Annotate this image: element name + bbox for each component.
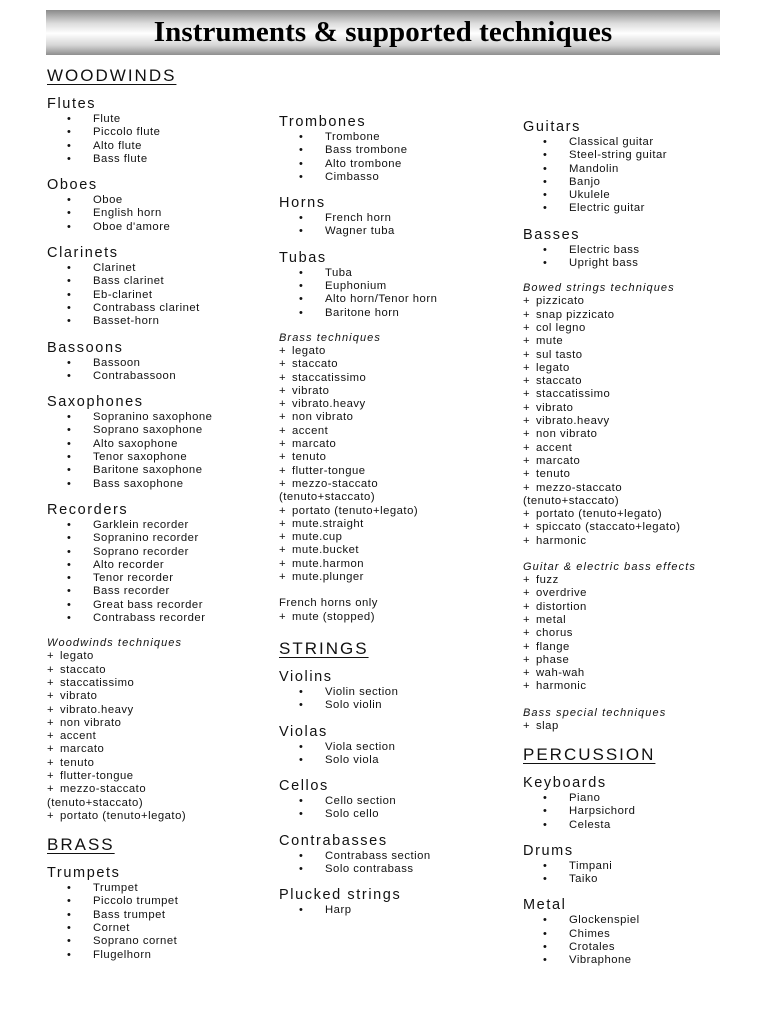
techniques-bass-special [523, 706, 753, 733]
instrument-item: • Timpani [543, 860, 753, 873]
instrument-item: • Piano [543, 792, 753, 805]
technique-item: + legato [523, 361, 570, 374]
instrument-item: • Upright bass [543, 257, 753, 270]
technique-item: + mezzo-staccato [279, 477, 379, 490]
instrument-item: • Piccolo trumpet [67, 895, 267, 908]
technique-item: + mezzo-staccato [47, 783, 147, 796]
technique-item: + staccatissimo [279, 371, 367, 384]
instrument-item: • Bass flute [67, 153, 267, 166]
instrument-item: • Wagner tuba [299, 225, 509, 238]
group-violas [279, 724, 509, 768]
instrument-item: • Baritone horn [299, 307, 509, 320]
group-metal [523, 897, 753, 967]
instrument-item: • Garklein recorder [67, 519, 267, 532]
instrument-item: • Contrabassoon [67, 370, 267, 383]
instrument-item: • Bass saxophone [67, 478, 267, 491]
instrument-item: • Solo violin [299, 699, 509, 712]
technique-item: + portato (tenuto+legato) [523, 508, 663, 521]
instrument-item: • Classical guitar [543, 136, 753, 149]
group-title: Horns [279, 195, 326, 212]
instrument-item: • Contrabass section [299, 850, 509, 863]
section-header-strings: STRINGS [279, 638, 369, 658]
section-header-woodwinds: WOODWINDS [47, 66, 177, 85]
technique-item: + tenuto [279, 451, 327, 464]
technique-item: + sul tasto [523, 348, 583, 361]
technique-item: + mute.bucket [279, 544, 360, 557]
column-1 [47, 66, 267, 973]
instrument-item: • Sopranino saxophone [67, 411, 267, 424]
title-banner [46, 10, 720, 55]
group-trombones [279, 114, 509, 184]
technique-item: + mute (stopped) [279, 610, 375, 623]
technique-item: (tenuto+staccato) [47, 796, 144, 809]
instrument-item: • Solo cello [299, 808, 509, 821]
group-title: Violas [279, 723, 328, 740]
technique-item: + vibrato.heavy [279, 398, 366, 411]
technique-item: + staccato [47, 663, 107, 676]
instrument-item: • Eb-clarinet [67, 289, 267, 302]
french-horns-only-label: French horns only [279, 597, 378, 610]
column-2 [279, 114, 509, 929]
group-basses [523, 227, 753, 271]
group-clarinets [47, 245, 267, 328]
technique-item: + col legno [523, 321, 586, 334]
technique-item: + vibrato.heavy [523, 415, 610, 428]
column-3 [523, 119, 753, 979]
technique-item: + staccatissimo [523, 388, 611, 401]
instrument-item: • Taiko [543, 873, 753, 886]
group-title: Basses [523, 226, 581, 243]
instrument-item: • Alto recorder [67, 559, 267, 572]
group-title: Cellos [279, 778, 329, 795]
technique-item: + accent [279, 424, 329, 437]
instrument-item: • Chimes [543, 928, 753, 941]
technique-item: + mute.plunger [279, 571, 364, 584]
technique-item: + fuzz [523, 574, 559, 587]
group-oboes [47, 177, 267, 234]
technique-item: + mute.harmon [279, 557, 365, 570]
group-title: Flutes [47, 96, 97, 112]
instrument-item: • Soprano cornet [67, 935, 267, 948]
technique-item: + mute.straight [279, 517, 364, 530]
instrument-item: • Euphonium [299, 280, 509, 293]
instrument-item: • Alto trombone [299, 158, 509, 171]
instrument-item: • Trumpet [67, 882, 267, 895]
group-title: Violins [279, 668, 333, 685]
technique-title: Bass special techniques [523, 706, 667, 719]
instrument-item: • Banjo [543, 176, 753, 189]
group-cellos [279, 778, 509, 822]
technique-item: + harmonic [523, 534, 587, 547]
technique-item: + flutter-tongue [47, 769, 134, 782]
instrument-item: • Electric guitar [543, 202, 753, 215]
technique-item: + marcato [523, 454, 581, 467]
technique-item: + non vibrato [47, 716, 122, 729]
group-title: Plucked strings [279, 887, 402, 904]
instrument-item: • Harpsichord [543, 805, 753, 818]
instrument-item: • Cornet [67, 922, 267, 935]
group-plucked-strings [279, 887, 509, 917]
group-title: Oboes [47, 177, 98, 194]
technique-item: + phase [523, 653, 570, 666]
instrument-item: • Ukulele [543, 189, 753, 202]
instrument-item: • Soprano recorder [67, 546, 267, 559]
technique-item: + non vibrato [279, 411, 354, 424]
group-guitars [523, 119, 753, 216]
group-drums [523, 843, 753, 887]
instrument-item: • Baritone saxophone [67, 464, 267, 477]
technique-item: + snap pizzicato [523, 308, 615, 321]
instrument-item: • Cello section [299, 795, 509, 808]
group-flutes [47, 96, 267, 166]
instrument-item: • Clarinet [67, 262, 267, 275]
technique-item: + spiccato (staccato+legato) [523, 521, 681, 534]
group-contrabasses [279, 833, 509, 877]
group-title: Guitars [523, 119, 581, 135]
technique-item: + staccato [523, 375, 583, 388]
group-title: Clarinets [47, 245, 119, 262]
instrument-item: • Crotales [543, 941, 753, 954]
instrument-item: • Solo contrabass [299, 863, 509, 876]
technique-item: + staccato [279, 358, 339, 371]
group-title: Trumpets [47, 865, 121, 882]
technique-item: + mezzo-staccato [523, 481, 623, 494]
technique-item: + vibrato [47, 690, 98, 703]
instrument-item: • Solo viola [299, 754, 509, 767]
instrument-item: • Tenor saxophone [67, 451, 267, 464]
instrument-item: • Oboe [67, 194, 267, 207]
group-tubas [279, 250, 509, 320]
technique-item: (tenuto+staccato) [523, 494, 620, 507]
technique-item: + vibrato [279, 384, 330, 397]
instrument-item: • Great bass recorder [67, 599, 267, 612]
group-title: Trombones [279, 114, 367, 130]
instrument-item: • Bass trombone [299, 144, 509, 157]
instrument-item: • Celesta [543, 819, 753, 832]
technique-item: + portato (tenuto+legato) [47, 809, 187, 822]
instrument-item: • Electric bass [543, 244, 753, 257]
technique-item: + harmonic [523, 680, 587, 693]
techniques-bowed-strings [523, 281, 753, 548]
technique-item: (tenuto+staccato) [279, 491, 376, 504]
technique-item: + distortion [523, 600, 587, 613]
technique-item: + staccatissimo [47, 676, 135, 689]
group-title: Saxophones [47, 394, 144, 411]
technique-item: + wah-wah [523, 667, 585, 680]
instrument-item: • English horn [67, 207, 267, 220]
group-title: Recorders [47, 501, 129, 518]
technique-item: + mute [523, 335, 564, 348]
technique-item: + metal [523, 613, 567, 626]
technique-item: + flutter-tongue [279, 464, 366, 477]
effects-guitar-bass [523, 560, 753, 694]
technique-item: + accent [523, 441, 573, 454]
technique-title: Guitar & electric bass effects [523, 561, 696, 574]
technique-item: + flange [523, 640, 570, 653]
instrument-item: • Tenor recorder [67, 572, 267, 585]
group-recorders [47, 502, 267, 625]
group-title: Metal [523, 897, 567, 914]
instrument-item: • Glockenspiel [543, 914, 753, 927]
technique-item: + pizzicato [523, 295, 585, 308]
instrument-item: • Basset-horn [67, 315, 267, 328]
group-title: Bassoons [47, 339, 124, 356]
section-header-percussion: PERCUSSION [523, 744, 656, 764]
technique-item: + vibrato [523, 401, 574, 414]
group-saxophones [47, 394, 267, 491]
instrument-item: • Alto saxophone [67, 438, 267, 451]
instrument-item: • Flute [67, 113, 267, 126]
instrument-item: • French horn [299, 212, 509, 225]
technique-title: Brass techniques [279, 331, 381, 344]
instrument-item: • Alto horn/Tenor horn [299, 293, 509, 306]
technique-item: + portato (tenuto+legato) [279, 504, 419, 517]
group-bassoons [47, 340, 267, 384]
technique-item: + tenuto [523, 468, 571, 481]
instrument-item: • Bass recorder [67, 585, 267, 598]
technique-item: + legato [47, 650, 94, 663]
instrument-item: • Sopranino recorder [67, 532, 267, 545]
instrument-item: • Viola section [299, 741, 509, 754]
group-title: Contrabasses [279, 832, 388, 849]
technique-item: + marcato [47, 743, 105, 756]
instrument-item: • Contrabass clarinet [67, 302, 267, 315]
instrument-item: • Trombone [299, 131, 509, 144]
instrument-item: • Flugelhorn [67, 949, 267, 962]
group-title: Drums [523, 842, 574, 859]
instrument-item: • Oboe d'amore [67, 221, 267, 234]
techniques-woodwinds [47, 636, 267, 823]
instrument-item: • Bassoon [67, 357, 267, 370]
french-horns-only [279, 597, 509, 624]
instrument-item: • Soprano saxophone [67, 424, 267, 437]
instrument-item: • Mandolin [543, 163, 753, 176]
technique-item: + tenuto [47, 756, 95, 769]
group-violins [279, 669, 509, 713]
technique-item: + chorus [523, 627, 573, 640]
techniques-brass [279, 331, 509, 584]
technique-title: Woodwinds techniques [47, 637, 183, 650]
group-keyboards [523, 775, 753, 832]
instrument-item: • Harp [299, 904, 509, 917]
group-horns [279, 195, 509, 239]
technique-item: + slap [523, 719, 559, 732]
group-trumpets [47, 865, 267, 962]
instrument-item: • Vibraphone [543, 954, 753, 967]
technique-item: + vibrato.heavy [47, 703, 134, 716]
technique-title: Bowed strings techniques [523, 282, 675, 295]
technique-item: + non vibrato [523, 428, 598, 441]
instrument-item: • Cimbasso [299, 171, 509, 184]
instrument-item: • Piccolo flute [67, 126, 267, 139]
technique-item: + overdrive [523, 587, 587, 600]
group-title: Keyboards [523, 774, 607, 791]
instrument-item: • Tuba [299, 267, 509, 280]
group-title: Tubas [279, 249, 327, 266]
page-title: Instruments & supported techniques [153, 16, 613, 48]
technique-item: + accent [47, 730, 97, 743]
technique-item: + marcato [279, 438, 337, 451]
technique-item: + legato [279, 344, 326, 357]
instrument-item: • Alto flute [67, 140, 267, 153]
instrument-item: • Bass trumpet [67, 909, 267, 922]
instrument-item: • Steel-string guitar [543, 149, 753, 162]
technique-item: + mute.cup [279, 531, 343, 544]
instrument-item: • Contrabass recorder [67, 612, 267, 625]
instrument-item: • Violin section [299, 686, 509, 699]
instrument-item: • Bass clarinet [67, 275, 267, 288]
section-header-brass: BRASS [47, 835, 115, 855]
